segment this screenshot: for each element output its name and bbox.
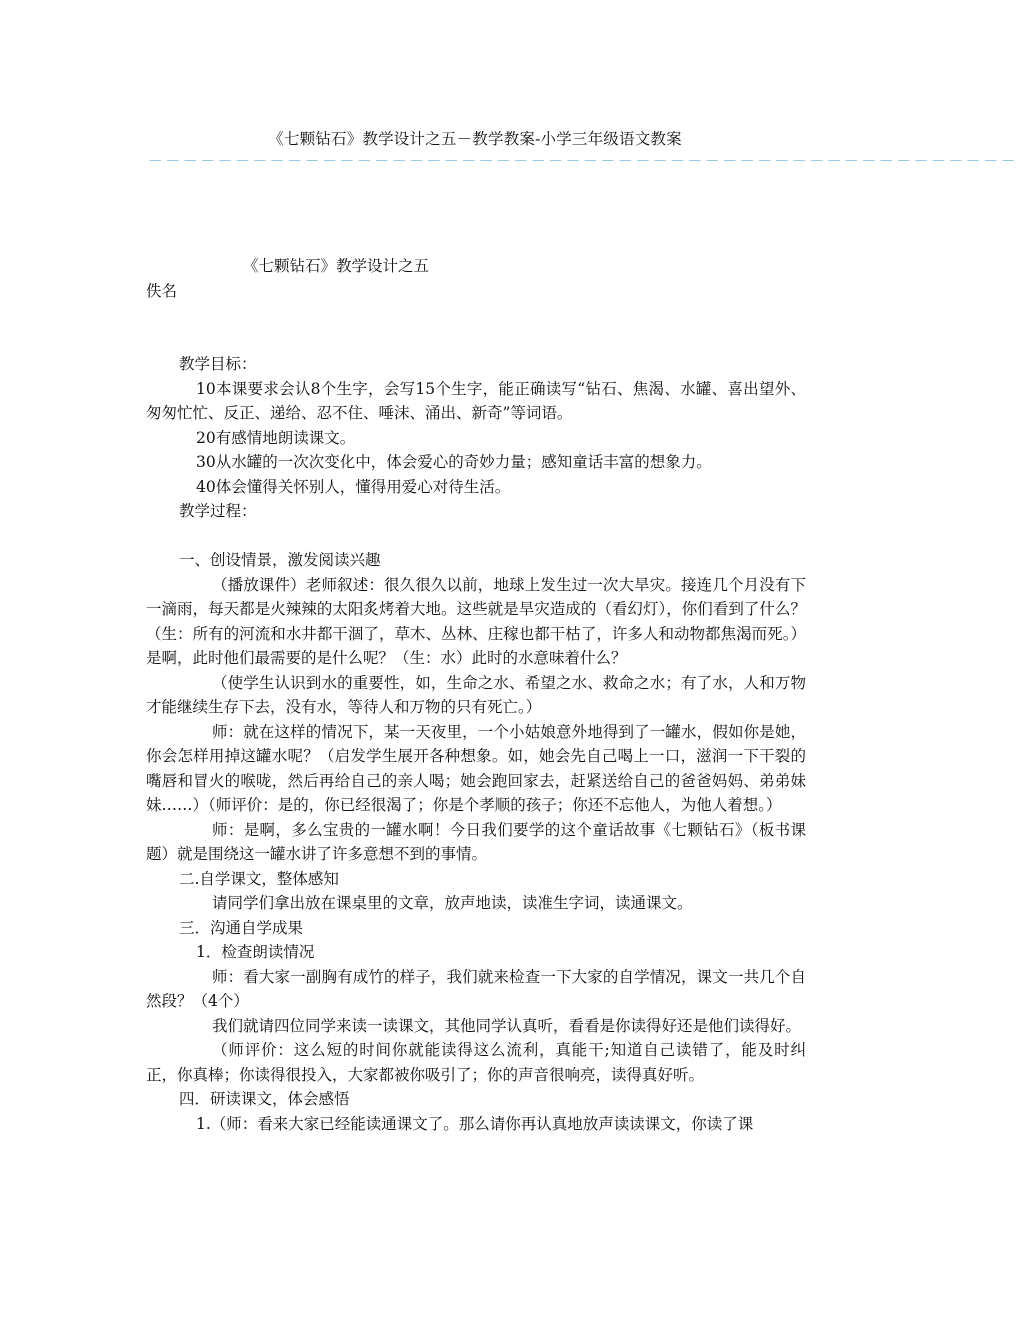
document-title: 《七颗钻石》教学设计之五 [243, 257, 430, 275]
author-name: 佚名 [146, 282, 178, 300]
paragraph: 请同学们拿出放在课桌里的文章，放声地读，读准生字词，读通课文。 [212, 894, 693, 912]
section-heading: 三．沟通自学成果 [179, 918, 304, 937]
header-divider: －－－－－－－－－－－－－－－－－－－－－－－－－－－－－－－－－－－－－－－－－－－－－－－－－－ [148, 152, 1018, 170]
paragraph: 10本课要求会认8个生字，会写15个生字，能正确读写“钻石、焦渴、水罐、喜出望外、匆匆忙忙、反正、递给、忍不住、唾沫、涌出、新奇”等词语。 [146, 379, 806, 422]
document-body [146, 352, 806, 1136]
paragraph: 1.（师：看来大家已经能读通课文了。那么请你再认真地放声读读课文，你读了课 [196, 1114, 754, 1133]
header-title: 《七颗钻石》教学设计之五－教学教案-小学三年级语文教案 [268, 130, 682, 148]
paragraph: （使学生认识到水的重要性，如，生命之水、希望之水、救命之水；有了水，人和万物才能继续生存下去，没有水，等待人和万物的只有死亡。） [146, 673, 806, 716]
section-heading: 教学目标： [179, 355, 257, 373]
paragraph: 我们就请四位同学来读一读课文，其他同学认真听，看看是你读得好还是他们读得好。 [212, 1016, 802, 1035]
paragraph: 30从水罐的一次次变化中，体会爱心的奇妙力量；感知童话丰富的想象力。 [196, 453, 712, 471]
section-heading: 四．研读课文，体会感悟 [179, 1090, 350, 1108]
section-heading: 教学过程： [179, 502, 257, 520]
paragraph: 师：就在这样的情况下，某一天夜里，一个小姑娘意外地得到了一罐水，假如你是她，你会怎样用掉这罐水呢？（启发学生展开各种想象。如，她会先自己喝上一口，滋润一下干裂的嘴唇和冒火的喉咙，然后再给自己的亲人喝；她会跑回家去，赶紧送给自己的爸爸妈妈、弟弟妹妹……）（师评价：是的，你已经很渴了；你是个孝顺的孩子；你还不忘他人，为他人着想。） [146, 722, 806, 814]
paragraph: （师评价：这么短的时间你就能读得这么流利，真能干;知道自己读错了，能及时纠正，你真棒；你读得很投入，大家都被你吸引了；你的声音很响亮，读得真好听。 [146, 1041, 806, 1084]
paragraph: 40体会懂得关怀别人，懂得用爱心对待生活。 [196, 477, 511, 496]
section-heading: 一、创设情景，激发阅读兴趣 [179, 551, 381, 569]
paragraph: （播放课件）老师叙述：很久很久以前，地球上发生过一次大旱灾。接连几个月没有下一滴雨，每天都是火辣辣的太阳炙烤着大地。这些就是旱灾造成的（看幻灯），你们看到了什么？（生：所有的河流和水井都干涸了，草木、丛林、庄稼也都干枯了，许多人和动物都焦渴而死。）是啊，此时他们最需要的是什么呢？（生：水）此时的水意味着什么？ [146, 575, 806, 667]
spacer [146, 524, 806, 549]
paragraph: 师：看大家一副胸有成竹的样子，我们就来检查一下大家的自学情况，课文一共几个自然段？（4个） [146, 967, 806, 1010]
subsection-heading: 1．检查朗读情况 [196, 943, 315, 961]
paragraph: 20有感情地朗读课文。 [196, 428, 356, 447]
paragraph: 师：是啊，多么宝贵的一罐水啊！今日我们要学的这个童话故事《七颗钻石》（板书课题）就是围绕这一罐水讲了许多意想不到的事情。 [146, 820, 806, 863]
section-heading: 二.自学课文，整体感知 [179, 869, 339, 888]
